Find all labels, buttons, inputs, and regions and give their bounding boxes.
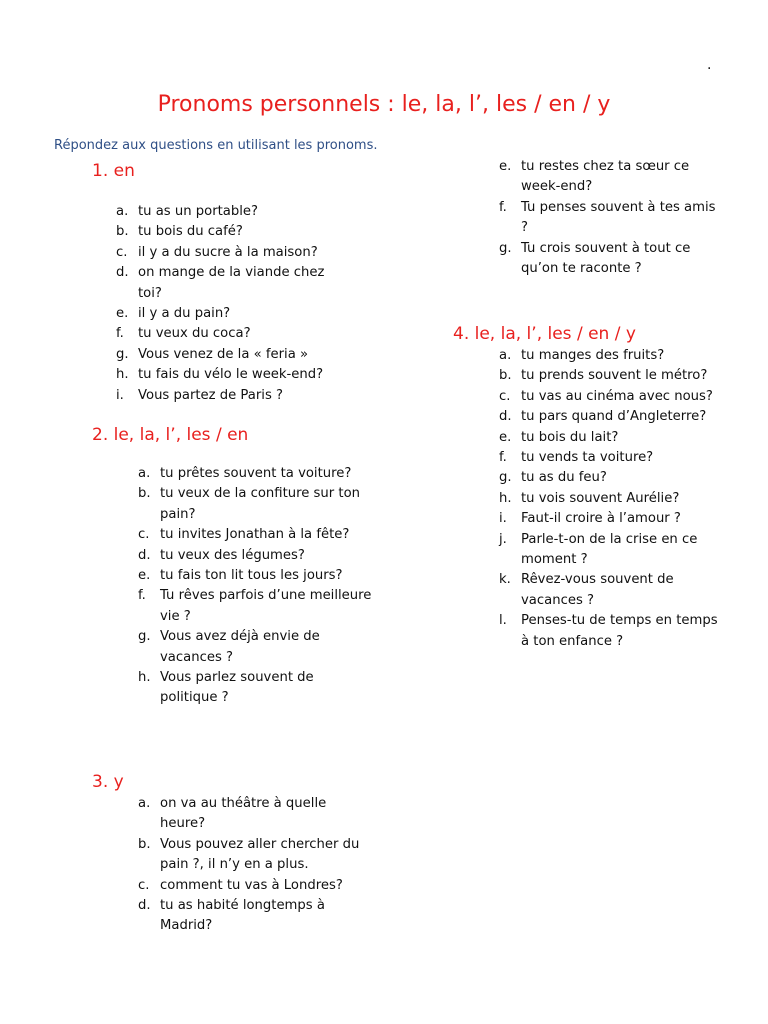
- item-text: tu as un portable?: [138, 204, 259, 219]
- section-3-y: [92, 771, 392, 937]
- section-1-en: [92, 160, 392, 406]
- item-text: tu vas au cinéma avec nous?: [521, 388, 713, 404]
- item-text: tu veux des légumes?: [160, 547, 305, 563]
- list-item: [116, 304, 348, 324]
- item-text: Vous parlez souvent de politique ?: [160, 670, 314, 706]
- item-text: tu invites Jonathan à la fête?: [160, 527, 350, 543]
- item-marker: d.: [138, 898, 151, 914]
- list-item: [138, 464, 374, 484]
- list-item: [499, 509, 725, 529]
- list-item: [138, 484, 374, 525]
- item-marker: e.: [499, 429, 512, 445]
- list-item: [499, 489, 725, 509]
- instruction-text: Répondez aux questions en utilisant les pronoms.: [54, 138, 378, 153]
- item-marker: a.: [116, 204, 129, 219]
- item-marker: h.: [138, 670, 151, 686]
- item-marker: b.: [499, 368, 512, 384]
- item-marker: a.: [138, 466, 151, 481]
- item-marker: g.: [138, 629, 151, 645]
- item-marker: b.: [138, 836, 151, 852]
- item-text: Tu crois souvent à tout ce qu’on te raconte ?: [521, 240, 691, 277]
- item-marker: h.: [116, 367, 129, 383]
- item-text: tu veux du coca?: [138, 326, 251, 342]
- list-item: [499, 407, 725, 427]
- item-text: il y a du pain?: [138, 306, 231, 322]
- section-heading: 1. en: [92, 161, 135, 181]
- list-item: [499, 611, 725, 652]
- item-marker: c.: [138, 877, 150, 893]
- item-text: tu veux de la confiture sur ton pain?: [160, 486, 360, 522]
- item-marker: k.: [499, 572, 511, 588]
- list-item: [116, 202, 348, 222]
- item-text: Vous partez de Paris ?: [138, 387, 284, 403]
- list-item: [116, 263, 348, 304]
- item-marker: b.: [116, 224, 129, 240]
- item-marker: h.: [499, 490, 512, 506]
- list-item: [499, 530, 725, 571]
- item-marker: a.: [138, 796, 151, 811]
- item-text: tu bois du café?: [138, 224, 243, 240]
- item-text: Penses-tu de temps en temps à ton enfance ?: [521, 613, 718, 649]
- item-marker: c.: [499, 388, 511, 404]
- list-item: [138, 896, 374, 937]
- list-item: [138, 566, 374, 586]
- list-item: [138, 835, 374, 876]
- item-marker: d.: [499, 409, 512, 425]
- item-text: il y a du sucre à la maison?: [138, 244, 318, 260]
- section-2-le-la-les-en: [92, 424, 392, 709]
- item-text: tu as habité longtemps à Madrid?: [160, 898, 325, 934]
- item-text: on va au théâtre à quelle heure?: [160, 796, 327, 832]
- list-item: [138, 546, 374, 566]
- list-item: [499, 157, 721, 198]
- question-list: [499, 346, 725, 652]
- item-marker: g.: [499, 240, 512, 256]
- list-item: [499, 387, 725, 407]
- item-text: Parle-t-on de la crise en ce moment ?: [521, 531, 698, 568]
- list-item: [499, 239, 721, 280]
- item-text: Tu penses souvent à tes amis ?: [521, 199, 716, 236]
- item-marker: i.: [499, 511, 507, 527]
- item-text: on mange de la viande chez toi?: [138, 265, 325, 301]
- item-marker: e.: [138, 568, 151, 584]
- list-item: [499, 570, 725, 611]
- corner-mark: .: [707, 57, 712, 73]
- section-heading: 4. le, la, l’, les / en / y: [453, 324, 636, 344]
- question-list: [116, 202, 348, 406]
- page-title: Pronoms personnels : le, la, l’, les / en / y: [157, 92, 611, 117]
- item-marker: f.: [138, 588, 146, 604]
- list-item: [116, 345, 348, 365]
- item-marker: i.: [116, 387, 124, 403]
- section-heading: 3. y: [92, 772, 124, 792]
- list-item: [499, 198, 721, 239]
- item-text: tu prêtes souvent ta voiture?: [160, 466, 352, 481]
- item-text: tu fais ton lit tous les jours?: [160, 568, 343, 584]
- item-marker: e.: [499, 159, 512, 174]
- list-item: [116, 386, 348, 406]
- list-item: [138, 668, 374, 709]
- item-text: tu as du feu?: [521, 470, 607, 486]
- list-item: [138, 525, 374, 545]
- item-text: Vous avez déjà envie de vacances ?: [160, 629, 320, 665]
- item-text: tu restes chez ta sœur ce week-end?: [521, 159, 690, 195]
- list-item: [116, 222, 348, 242]
- list-item: [499, 346, 725, 366]
- item-text: tu pars quand d’Angleterre?: [521, 409, 707, 425]
- item-marker: g.: [499, 470, 512, 486]
- item-marker: j.: [499, 531, 507, 547]
- list-item: [499, 428, 725, 448]
- list-item: [138, 876, 374, 896]
- item-text: Rêvez-vous souvent de vacances ?: [521, 572, 674, 608]
- list-item: [138, 627, 374, 668]
- item-marker: a.: [499, 348, 512, 363]
- item-marker: d.: [138, 547, 151, 563]
- item-text: tu vends ta voiture?: [521, 450, 654, 466]
- question-list: [138, 464, 374, 709]
- item-text: Vous pouvez aller chercher du pain ?, il n’y en a plus.: [160, 836, 360, 873]
- item-marker: c.: [138, 527, 150, 543]
- list-item: [499, 468, 725, 488]
- list-item: [499, 448, 725, 468]
- item-text: Vous venez de la « feria »: [138, 346, 309, 362]
- item-marker: b.: [138, 486, 151, 502]
- item-marker: c.: [116, 244, 128, 260]
- list-item: [138, 586, 374, 627]
- section-3-continued: [499, 157, 739, 279]
- item-marker: g.: [116, 346, 129, 362]
- list-item: [499, 366, 725, 386]
- item-marker: e.: [116, 306, 129, 322]
- item-text: tu prends souvent le métro?: [521, 368, 708, 384]
- section-4-mixed: [453, 323, 743, 652]
- list-item: [116, 324, 348, 344]
- item-text: tu fais du vélo le week-end?: [138, 367, 324, 383]
- question-list: [138, 794, 374, 937]
- list-item: [116, 243, 348, 263]
- item-marker: f.: [499, 450, 507, 466]
- item-text: Tu rêves parfois d’une meilleure vie ?: [160, 588, 372, 624]
- item-text: tu manges des fruits?: [521, 348, 665, 363]
- item-text: comment tu vas à Londres?: [160, 877, 343, 893]
- item-marker: d.: [116, 265, 129, 281]
- list-item: [116, 365, 348, 385]
- item-text: Faut-il croire à l’amour ?: [521, 511, 681, 527]
- item-marker: f.: [499, 199, 507, 215]
- question-list: [499, 157, 721, 279]
- item-text: tu vois souvent Aurélie?: [521, 490, 680, 506]
- item-marker: f.: [116, 326, 124, 342]
- list-item: [138, 794, 374, 835]
- item-marker: l.: [499, 613, 507, 629]
- item-text: tu bois du lait?: [521, 429, 619, 445]
- section-heading: 2. le, la, l’, les / en: [92, 425, 249, 445]
